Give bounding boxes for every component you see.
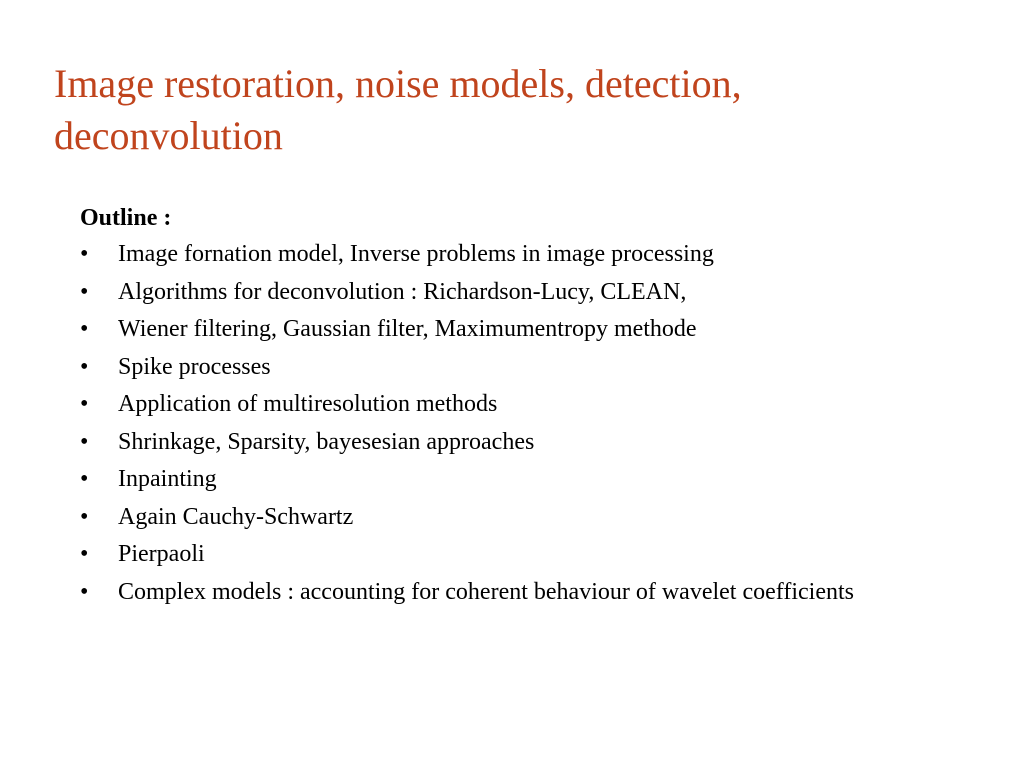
bullet-icon: • <box>80 353 89 380</box>
outline-item <box>80 239 880 270</box>
outline-item <box>80 277 880 308</box>
outline-item-text: Algorithms for deconvolution : Richardson-Lucy, CLEAN, <box>118 278 687 305</box>
outline-item-text: Application of multiresolution methods <box>118 391 498 417</box>
outline-item-text: Spike processes <box>118 353 271 380</box>
outline-item-text: Image fornation model, Inverse problems in image processing <box>118 241 714 267</box>
outline-item <box>80 464 880 495</box>
outline-item <box>80 352 880 383</box>
outline-heading: Outline : <box>80 205 172 231</box>
bullet-icon: • <box>80 278 89 305</box>
outline-item-text: Again Cauchy-Schwartz <box>118 503 354 530</box>
slide-content <box>80 202 880 608</box>
outline-item-text: Wiener filtering, Gaussian filter, Maximumentropy methode <box>118 316 697 342</box>
slide-title: Image restoration, noise models, detection, deconvolution <box>54 61 742 158</box>
bullet-icon: • <box>80 391 89 417</box>
outline-list <box>80 239 880 608</box>
bullet-icon: • <box>80 241 89 267</box>
outline-item-text: Complex models : accounting for coherent behaviour of wavelet coefficients <box>118 578 854 605</box>
outline-item-text: Shrinkage, Sparsity, bayesesian approaches <box>118 428 535 455</box>
bullet-icon: • <box>80 578 89 605</box>
outline-item-text: Pierpaoli <box>118 541 205 567</box>
bullet-icon: • <box>80 428 89 455</box>
outline-item <box>80 427 880 458</box>
bullet-icon: • <box>80 503 89 530</box>
outline-item <box>80 389 880 420</box>
outline-item <box>80 539 880 570</box>
outline-item <box>80 502 880 533</box>
outline-item <box>80 314 880 345</box>
outline-item-text: Inpainting <box>118 466 217 492</box>
bullet-icon: • <box>80 466 89 492</box>
bullet-icon: • <box>80 316 89 342</box>
outline-item <box>80 577 880 608</box>
bullet-icon: • <box>80 541 89 567</box>
